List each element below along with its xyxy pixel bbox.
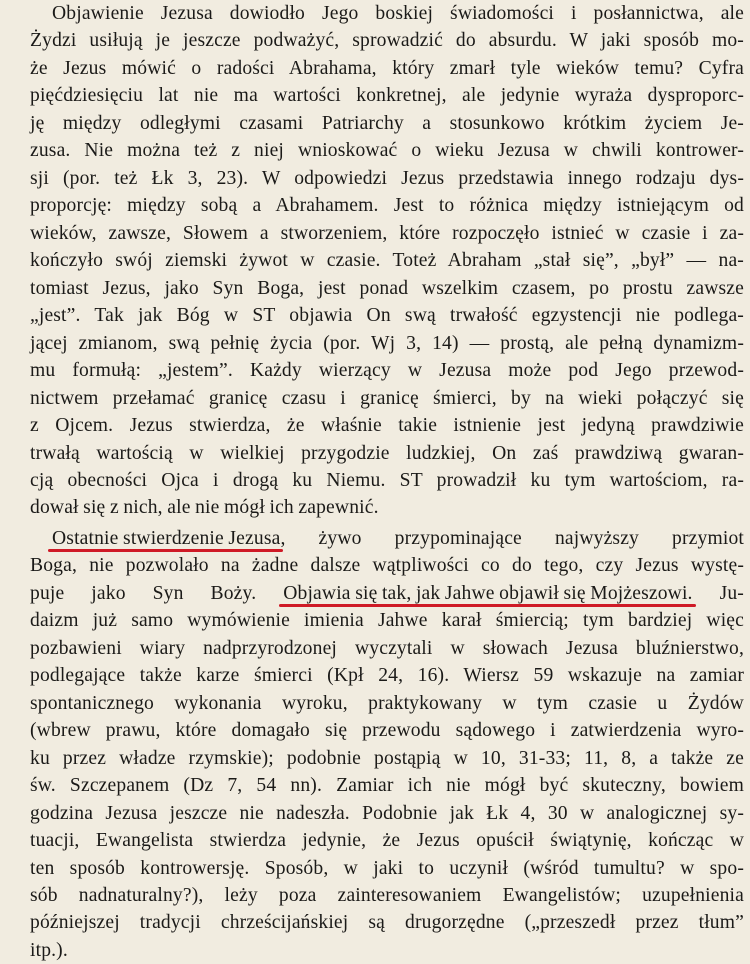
text-line: mu formułą: „jestem”. Każdy wierzący w Jezusa może pod Jego przewod- xyxy=(30,360,744,382)
text-line: itp.). xyxy=(30,939,68,961)
paragraph-1 xyxy=(30,0,744,522)
text-line: godzina Jezusa jeszcze nie nadeszła. Podobnie jak Łk 4, 30 w analogicznej sy- xyxy=(30,802,744,824)
text-line: „jest”. Tak jak Bóg w ST objawia On swą trwałość egzystencji nie podlega- xyxy=(30,305,744,327)
text-line: cją obecności Ojca i drogą ku Niemu. ST prowadził ku tym wartościom, ra- xyxy=(30,469,744,491)
text-line: sób nadnaturalny?), leży poza zainteresowaniem Ewangelistów; uzupełnienia xyxy=(30,885,744,906)
text-line: zusa. Nie można też z niej wnioskować o wieku Jezusa w chwili kontrower- xyxy=(30,140,744,162)
paragraph-2 xyxy=(30,525,744,964)
text-line: że Jezus mówić o radości Abrahama, który zmarł tyle wieków temu? Cyfra xyxy=(30,57,744,79)
text-line: Żydzi usiłują je jeszcze podważyć, sprowadzić do absurdu. W jaki sposób mo- xyxy=(30,30,744,52)
text-line: św. Szczepanem (Dz 7, 54 nn). Zamiar ich nie mógł być skuteczny, bowiem xyxy=(30,775,744,797)
text-line xyxy=(30,580,744,607)
text-line: trwałą wartością w wielkiej przygodzie ludzkiej, On zaś prawdziwą gwaran- xyxy=(30,442,744,464)
text-line: Boga, nie pozwolało na żadne dalsze wątpliwości co do tego, czy Jezus wystę- xyxy=(30,555,744,577)
text-line: (wbrew prawu, które domagało się przewodu sądowego i zatwierdzenia wyro- xyxy=(30,720,744,742)
text-line: daizm już samo wymówienie imienia Jahwe karał śmiercią; tym bardziej więc xyxy=(30,610,744,632)
text-run: , żywo przypominające najwyższy przymiot xyxy=(280,527,744,549)
text-line: Objawienie Jezusa dowiodło Jego boskiej świadomości i posłannictwa, ale xyxy=(52,3,744,24)
text-line: ję między odległymi czasami Patriarchy a stosunkowo krótkim życiem Je- xyxy=(30,112,744,134)
text-run: Ju- xyxy=(719,582,744,604)
text-line: ten sposób kontrowersję. Sposób, w jaki to uczynił (wśród tumultu? w spo- xyxy=(30,857,744,879)
text-line: spontanicznego wykonania wyroku, praktykowany w tym czasie u Żydów xyxy=(30,692,744,714)
text-line: tomiast Jezus, jako Syn Boga, jest ponad wszelkim czasem, po prostu zawsze xyxy=(30,277,744,299)
text-line: proporcję: między sobą a Abrahamem. Jest to różnica między istniejącym od xyxy=(30,195,744,217)
text-line: wieków, zawsze, Słowem a stworzeniem, które rozpoczęło istnieć w czasie i za- xyxy=(30,222,744,244)
text-line: kończyło swój ziemski żywot w czasie. Toteż Abraham „stał się”, „był” — na- xyxy=(30,250,744,272)
text-line: pięćdziesięciu lat nie ma wartości konkretnej, ale jedynie wyraża dysproporc- xyxy=(30,85,744,107)
highlighted-phrase: Objawia się tak, jak Jahwe objawił się Mojżeszowi. xyxy=(283,580,692,607)
text-line: ku przez władze rzymskie); podobnie postąpią w 10, 31-33; 11, 8, a także ze xyxy=(30,747,744,769)
text-run: puje jako Syn Boży. xyxy=(30,582,257,604)
text-line: podlegające także karze śmierci (Kpł 24, 16). Wiersz 59 wskazuje na zamiar xyxy=(30,665,744,687)
text-line xyxy=(30,525,744,552)
text-line: pozbawieni wiary nadprzyrodzonej wyczytali w słowach Jezusa bluźnierstwo, xyxy=(30,637,744,659)
highlighted-phrase: Ostatnie stwierdzenie Jezusa xyxy=(52,525,280,552)
text-line: późniejszej tradycji chrześcijańskiej są drugorzędne („przeszedł przez tłum” xyxy=(30,912,744,934)
text-line: z Ojcem. Jezus stwierdza, że właśnie takie istnienie jest jedyną prawdziwie xyxy=(30,415,744,437)
text-line: jącej zmianom, swą pełnię życia (por. Wj 3, 14) — prostą, ale pełną dynamizm- xyxy=(30,332,744,354)
text-line: nictwem przełamać granicę czasu i granicę śmierci, by na wieki połączyć się xyxy=(30,387,744,409)
text-line: dował się z nich, ale nie mógł ich zapewnić. xyxy=(30,497,379,519)
text-line: tuacji, Ewangelista stwierdza jedynie, że Jezus opuścił świątynię, kończąc w xyxy=(30,830,744,852)
text-line: sji (por. też Łk 3, 23). W odpowiedzi Jezus przedstawia innego rodzaju dys- xyxy=(30,167,744,189)
